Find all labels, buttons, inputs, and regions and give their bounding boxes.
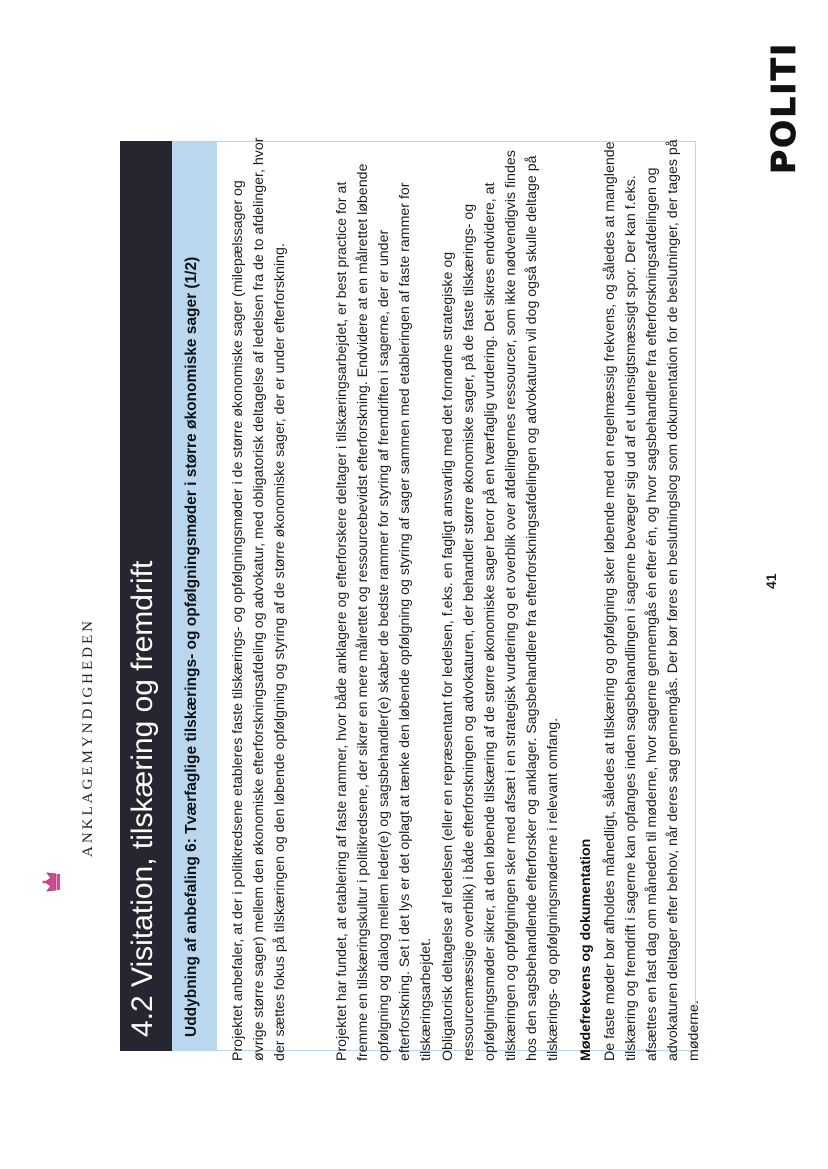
page-number: 41 xyxy=(763,573,779,589)
politi-logo: POLITI xyxy=(764,41,803,174)
crown-icon xyxy=(40,870,64,894)
title-bar xyxy=(120,141,172,1051)
paragraph-management: Obligatorisk deltagelse af ledelsen (eller en repræsentant for ledelsen, f.eks. en fagligt ansvarlig med det fornødne strategiske og ressourcemæssige overblik) i både efterforskningen og advokaturen, der behandler større økonomiske sager, på de faste tilskærings- og opfølgningsmøder sikrer, at den løbende tilskæring af de større økonomiske sager beror på en tværfaglig vurdering. Det sikres endvidere, at tilskæringen og opfølgningen sker med afsæt i en strategisk vurdering og et overblik over afdelingernes ressourcer, som ikke nødvendigvis findes hos den sagsbehandlende efterforsker og anklager. Sagsbehandlere fra efterforskningsafdelingen og advokaturen vil dog også skulle deltage på tilskærings- og opfølgningsmøderne i relevant omfang. xyxy=(440,150,561,1061)
slide-title: 4.2 Visitation, tilskæring og fremdrift xyxy=(126,560,159,1037)
paragraph-recommendation: Projektet anbefaler, at der i politikredsene etableres faste tilskærings- og opfølgningsmøder i de større økonomiske sager (milepælssager og øvrige større sager) mellem den økonomiske efterforskningsafdeling og advokatur, med obligatorisk deltagelse af ledelsen fra de to afdelinger, hvor der sættes fokus på tilskæringen og den løbende opfølgning og styring af de større økonomiske sager, der er under efterforskning. xyxy=(230,137,288,1061)
slide-subtitle: Uddybning af anbefaling 6: Tværfaglige tilskærings- og opfølgningsmøder i større økonomiske sager (1/2) xyxy=(183,256,200,1037)
subtitle-bar xyxy=(172,141,216,1051)
anklagemyndigheden-logo: ANKLAGEMYNDIGHEDEN xyxy=(80,618,96,857)
section-heading: Mødefrekvens og dokumentation xyxy=(578,838,594,1061)
paragraph-meeting-frequency: De faste møder bør afholdes månedligt, således at tilskæring og opfølgning sker løbende med en regelmæssig frekvens, og således at manglende tilskæring og fremdrift i sagerne kan opfanges inden sagsbehandlingen i sagerne bevæger sig ud af et uhensigtsmæssigt spor. Der kan f.eks. afsættes en fast dag om måneden til møderne, hvor sagerne gennemgås én efter én, og hvor sagsbehandlere fra efterforskningsafdelingen og advokaturen deltager efter behov, når deres sag gennemgås. Der bør føres en beslutningslog som dokumentation for de beslutninger, der tages på møderne. xyxy=(602,139,702,1061)
paragraph-findings: Projektet har fundet, at etablering af faste rammer, hvor både anklagere og efterforskere deltager i tilskæringsarbejdet, er best practice for at fremme en tilskæringskultur i politikredsene, der sikrer en mere målrettet og ressourcebevidst efterforskning. Endvidere at en målrettet løbende opfølgning og dialog mellem leder(e) og sagsbehandler(e) skaber de bedste rammer for styring af fremdriften i sagerne, der er under efterforskning. Set i det lys er det oplagt at tænke den løbende opfølgning og styring af sager sammen med etableringen af faste rammer for tilskæringsarbejdet. xyxy=(334,163,434,1061)
